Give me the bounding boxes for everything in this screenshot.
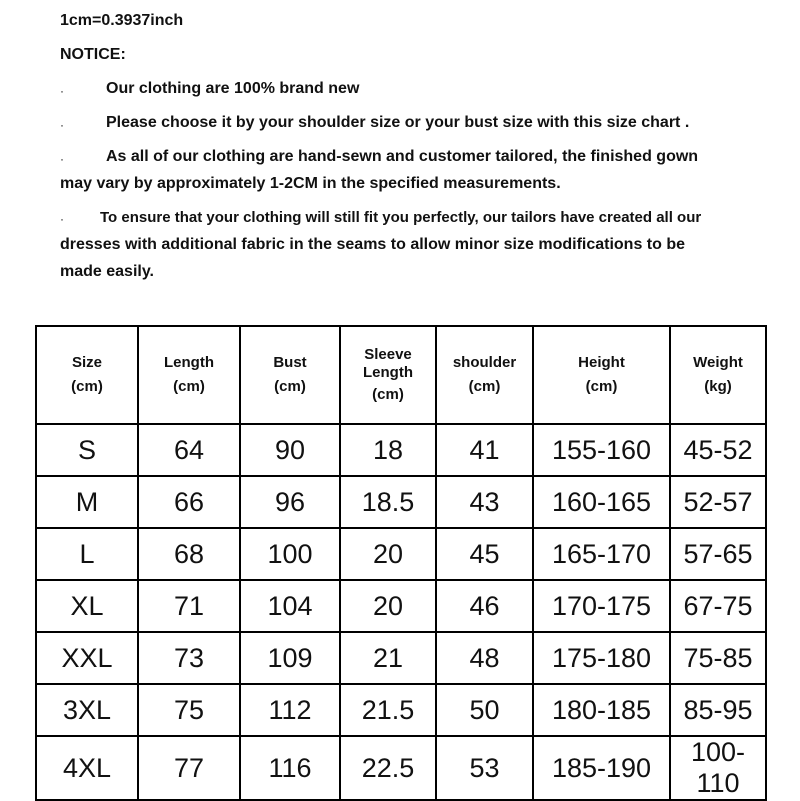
cell-length: 64 xyxy=(138,424,240,476)
cell-sleeve-length: 20 xyxy=(340,528,436,580)
cell-shoulder: 48 xyxy=(436,632,533,684)
cell-length: 73 xyxy=(138,632,240,684)
cell-shoulder: 41 xyxy=(436,424,533,476)
table-row xyxy=(36,632,766,684)
cell-length: 75 xyxy=(138,684,240,736)
header-shoulder: shoulder (cm) xyxy=(436,326,533,424)
cell-size: XXL xyxy=(36,632,138,684)
cell-shoulder: 53 xyxy=(436,736,533,800)
cell-height: 165-170 xyxy=(533,528,670,580)
notice-text: To ensure that your clothing will still fit you perfectly, our tailors have created all our xyxy=(100,209,702,226)
notice-title: NOTICE: xyxy=(60,46,126,63)
cell-length: 66 xyxy=(138,476,240,528)
cell-weight: 75-85 xyxy=(670,632,766,684)
table-row xyxy=(36,580,766,632)
cell-sleeve-length: 21.5 xyxy=(340,684,436,736)
cell-shoulder: 45 xyxy=(436,528,533,580)
cell-length: 68 xyxy=(138,528,240,580)
bullet-mark: · xyxy=(60,152,64,166)
unit-conversion: 1cm=0.3937inch xyxy=(60,12,184,29)
cell-shoulder: 46 xyxy=(436,580,533,632)
cell-height: 170-175 xyxy=(533,580,670,632)
table-row xyxy=(36,736,766,800)
table-row xyxy=(36,684,766,736)
cell-weight: 85-95 xyxy=(670,684,766,736)
notice-text-continued: made easily. xyxy=(60,263,154,280)
cell-shoulder: 50 xyxy=(436,684,533,736)
table-header-row xyxy=(36,326,766,424)
cell-sleeve-length: 21 xyxy=(340,632,436,684)
cell-bust: 109 xyxy=(240,632,340,684)
cell-sleeve-length: 18 xyxy=(340,424,436,476)
cell-size: M xyxy=(36,476,138,528)
table-row xyxy=(36,476,766,528)
cell-height: 175-180 xyxy=(533,632,670,684)
cell-height: 180-185 xyxy=(533,684,670,736)
cell-height: 185-190 xyxy=(533,736,670,800)
cell-weight: 57-65 xyxy=(670,528,766,580)
notice-text: Our clothing are 100% brand new xyxy=(106,80,360,97)
notice-text-continued: dresses with additional fabric in the seams to allow minor size modifications to be xyxy=(60,236,686,253)
cell-bust: 116 xyxy=(240,736,340,800)
cell-bust: 90 xyxy=(240,424,340,476)
cell-height: 160-165 xyxy=(533,476,670,528)
cell-weight: 52-57 xyxy=(670,476,766,528)
cell-bust: 104 xyxy=(240,580,340,632)
notice-text: As all of our clothing are hand-sewn and customer tailored, the finished gown xyxy=(106,148,699,165)
cell-height: 155-160 xyxy=(533,424,670,476)
notice-text: Please choose it by your shoulder size or your bust size with this size chart . xyxy=(106,114,690,131)
header-height: Height (cm) xyxy=(533,326,670,424)
table-row xyxy=(36,424,766,476)
cell-length: 71 xyxy=(138,580,240,632)
notice-text-continued: may vary by approximately 1-2CM in the specified measurements. xyxy=(60,175,561,192)
bullet-mark: · xyxy=(60,118,64,132)
size-chart-table xyxy=(35,325,767,801)
table-row xyxy=(36,528,766,580)
cell-length: 77 xyxy=(138,736,240,800)
header-sleeve-length: Sleeve Length (cm) xyxy=(340,326,436,424)
bullet-mark: · xyxy=(60,84,64,98)
cell-sleeve-length: 22.5 xyxy=(340,736,436,800)
header-bust: Bust (cm) xyxy=(240,326,340,424)
cell-sleeve-length: 20 xyxy=(340,580,436,632)
size-chart xyxy=(35,325,765,798)
header-length: Length (cm) xyxy=(138,326,240,424)
header-size: Size (cm) xyxy=(36,326,138,424)
cell-weight: 67-75 xyxy=(670,580,766,632)
header-weight: Weight (kg) xyxy=(670,326,766,424)
cell-size: L xyxy=(36,528,138,580)
cell-size: 4XL xyxy=(36,736,138,800)
cell-weight: 45-52 xyxy=(670,424,766,476)
bullet-mark: · xyxy=(60,212,64,226)
cell-weight: 100-110 xyxy=(670,736,766,800)
cell-size: 3XL xyxy=(36,684,138,736)
cell-size: S xyxy=(36,424,138,476)
cell-shoulder: 43 xyxy=(436,476,533,528)
cell-bust: 100 xyxy=(240,528,340,580)
cell-bust: 96 xyxy=(240,476,340,528)
cell-size: XL xyxy=(36,580,138,632)
cell-sleeve-length: 18.5 xyxy=(340,476,436,528)
cell-bust: 112 xyxy=(240,684,340,736)
